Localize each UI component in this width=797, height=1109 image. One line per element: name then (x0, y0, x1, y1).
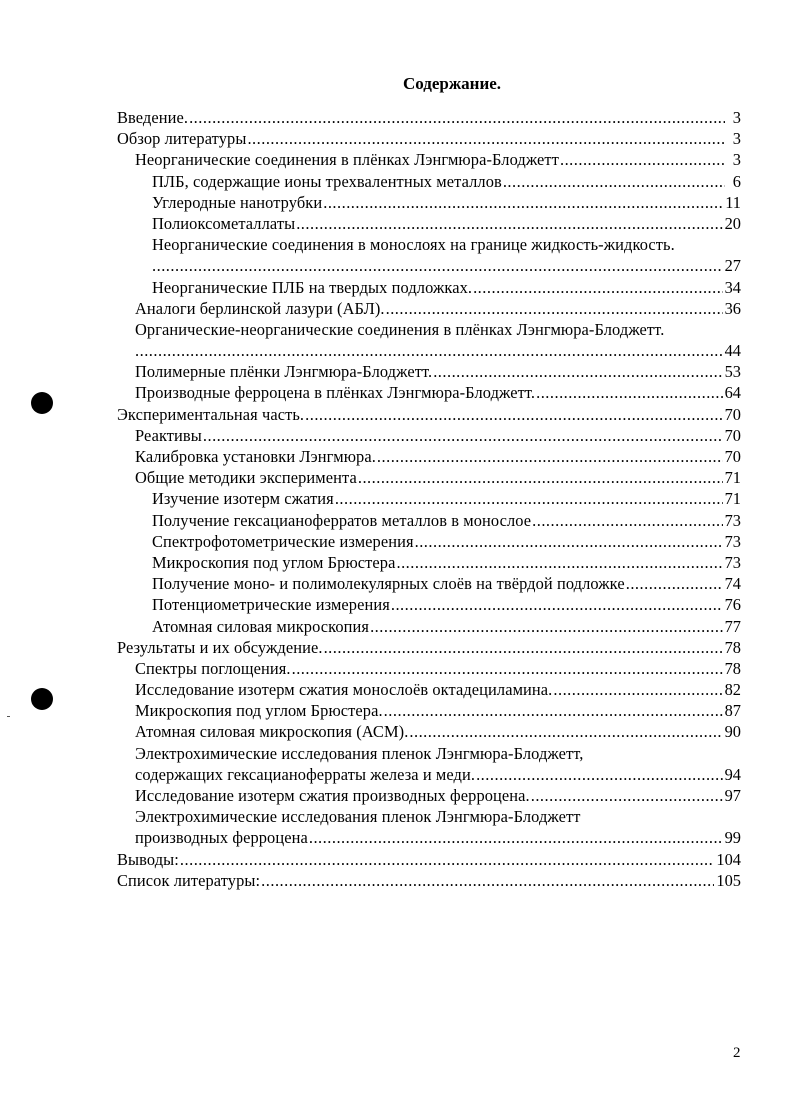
dot-leader (358, 467, 723, 488)
toc-entry-page: 36 (724, 298, 741, 318)
toc-entry-label: Атомная силовая микроскопия (152, 616, 370, 636)
toc-entry-page: 82 (724, 680, 741, 700)
toc-entry-references[interactable] (117, 870, 741, 891)
dot-leader (409, 721, 722, 742)
dot-leader (309, 827, 723, 848)
toc-entry-general-methods[interactable] (117, 467, 741, 488)
toc-entry-label: Атомная силовая микроскопия (АСМ). (135, 722, 409, 742)
toc-entry-label: Результаты и их обсуждение. (117, 637, 323, 657)
dot-leader (292, 658, 723, 679)
toc-entry-page: 20 (724, 213, 741, 233)
toc-entry-potentiometry[interactable] (117, 594, 741, 615)
dot-leader (626, 573, 723, 594)
toc-entry-page: 90 (724, 722, 741, 742)
toc-entry-label: Введение. (117, 108, 189, 127)
toc-entry-page: 97 (724, 786, 741, 805)
dot-leader (553, 679, 722, 700)
toc-entry-label: Реактивы (135, 425, 202, 445)
toc-entry-calibration[interactable] (117, 446, 741, 467)
dot-leader (324, 637, 723, 658)
toc-entry-introduction[interactable] (117, 107, 741, 128)
dot-leader (335, 488, 723, 509)
toc-entry-label: Общие методики эксперимента (135, 468, 357, 488)
toc-entry-polymer-films[interactable] (117, 361, 741, 382)
toc-entry-page: 77 (724, 616, 741, 636)
toc-entry-organic-inorganic[interactable] (117, 319, 741, 361)
toc-entry-label: Неорганические ПЛБ на твердых подложках. (152, 277, 473, 297)
toc-entry-solid-substrates[interactable] (117, 277, 741, 298)
toc-entry-page: 73 (724, 510, 741, 530)
toc-entry-page: 87 (724, 701, 741, 721)
punch-hole-mark (31, 688, 53, 710)
dot-leader (189, 107, 725, 128)
toc-entry-page: 105 (716, 870, 741, 890)
dot-leader (152, 255, 723, 276)
toc-entry-page: 11 (725, 192, 741, 212)
toc-entry-ferrocene-derivatives[interactable] (117, 382, 741, 403)
toc-entry-label: Изучение изотерм сжатия (152, 489, 334, 509)
toc-entry-label: Неорганические соединения в монослоях на границе жидкость-жидкость. (152, 235, 675, 255)
page-title: Содержание. (402, 74, 502, 93)
dot-leader (305, 404, 722, 425)
toc-entry-label: производных ферроцена (135, 828, 308, 848)
toc-entry-page: 73 (724, 552, 741, 572)
toc-entry-page: 94 (724, 764, 741, 784)
toc-entry-prussian-blue-analogues[interactable] (117, 298, 741, 319)
scan-speck (7, 716, 10, 717)
toc-entry-label: Список литературы: (117, 870, 261, 890)
toc-entry-label: Аналоги берлинской лазури (АБЛ). (135, 298, 385, 318)
toc-entry-isotherms-study[interactable] (117, 488, 741, 509)
toc-entry-page: 70 (724, 447, 741, 466)
toc-entry-page: 70 (724, 425, 741, 445)
toc-entry-afm-results[interactable] (117, 721, 741, 742)
toc-entry-page: 78 (724, 637, 741, 657)
toc-entry-nanotubes[interactable] (117, 192, 741, 213)
toc-entry-page: 71 (724, 468, 741, 488)
toc-entry-page: 76 (724, 595, 741, 615)
toc-entry-polyoxometalates[interactable] (117, 213, 741, 234)
toc-entry-page: 3 (732, 108, 741, 127)
punch-hole-mark (31, 392, 53, 414)
toc-entry-page: 78 (724, 658, 741, 678)
dot-leader (261, 870, 714, 891)
dot-leader (473, 277, 723, 298)
dot-leader (135, 340, 723, 361)
toc-entry-label: Калибровка установки Лэнгмюра. (135, 447, 376, 466)
toc-entry-absorption-spectra[interactable] (117, 658, 741, 679)
toc-entry-trivalent-metals[interactable] (117, 171, 741, 192)
toc-entry-label: Органические-неорганические соединения в плёнках Лэнгмюра-Блоджетт. (135, 319, 665, 339)
toc-entry-label: Полимерные плёнки Лэнгмюра-Блоджетт. (135, 362, 433, 382)
dot-leader (384, 700, 723, 721)
toc-entry-label: Микроскопия под углом Брюстера (152, 552, 396, 572)
dot-leader (415, 531, 723, 552)
dot-leader (296, 213, 722, 234)
dot-leader (396, 552, 722, 573)
toc-entry-page: 70 (724, 404, 741, 424)
toc-entry-afm-methods[interactable] (117, 616, 741, 637)
toc-entry-results[interactable] (117, 637, 741, 658)
toc-entry-label: Спектры поглощения. (135, 658, 291, 678)
toc-entry-label: Электрохимические исследования пленок Лэнгмюра-Блоджетт, (135, 743, 584, 763)
toc-entry-label: ПЛБ, содержащие ионы трехвалентных металлов (152, 171, 502, 191)
dot-leader (377, 446, 723, 467)
dot-leader (503, 171, 725, 192)
page-number: 2 (733, 1045, 741, 1061)
dot-leader (391, 594, 723, 615)
dot-leader (536, 382, 723, 403)
dot-leader (247, 128, 725, 149)
toc-entry-spectrophotometry[interactable] (117, 531, 741, 552)
dot-leader (476, 764, 723, 785)
toc-entry-experimental[interactable] (117, 404, 741, 425)
toc-entry-label: Углеродные нанотрубки (152, 192, 323, 212)
toc-entry-page: 44 (724, 341, 741, 361)
dot-leader (180, 849, 715, 870)
dot-leader (532, 510, 722, 531)
toc-entry-page: 27 (724, 256, 741, 276)
toc-entry-page: 3 (732, 150, 741, 170)
toc-entry-literature-review[interactable] (117, 128, 741, 149)
toc-entry-liquid-liquid-interface[interactable] (117, 234, 741, 276)
toc-entry-label: Получение гексацианоферратов металлов в монослое (152, 510, 532, 530)
toc-entry-ferrocene-isotherms[interactable] (117, 785, 741, 806)
toc-entry-electrochemistry-ferrocene[interactable] (117, 806, 741, 848)
toc-entry-page: 74 (724, 574, 741, 594)
toc-entry-page: 53 (724, 362, 741, 382)
toc-entry-label: Экспериментальная часть. (117, 404, 305, 424)
toc-entry-page: 99 (724, 828, 741, 848)
dot-leader (560, 149, 725, 170)
toc-entry-reagents[interactable] (117, 425, 741, 446)
toc-entry-octadecylamine-isotherms[interactable] (117, 679, 741, 700)
toc-entry-page: 73 (724, 531, 741, 551)
toc-entry-label: Микроскопия под углом Брюстера. (135, 701, 383, 721)
dot-leader (386, 298, 723, 319)
toc-entry-inorganic-compounds[interactable] (117, 149, 741, 170)
toc-entry-label: Полиоксометаллаты (152, 213, 296, 233)
toc-entry-label: Исследование изотерм сжатия монослоёв октадециламина. (135, 680, 553, 700)
toc-entry-page: 34 (724, 277, 741, 297)
toc-entry-label: Получение моно- и полимолекулярных слоёв на твёрдой подложке (152, 574, 625, 594)
dot-leader (203, 425, 723, 446)
toc-entry-label: Исследование изотерм сжатия производных ферроцена. (135, 786, 530, 805)
toc-entry-page: 71 (724, 489, 741, 509)
toc-entry-conclusions[interactable] (117, 849, 741, 870)
toc-entry-electrochemistry-hexacyanoferrates[interactable] (117, 743, 741, 785)
toc-entry-label: Электрохимические исследования пленок Лэнгмюра-Блоджетт (135, 807, 581, 827)
toc-entry-page: 104 (716, 849, 741, 869)
table-of-contents (117, 107, 741, 891)
toc-entry-brewster-microscopy-results[interactable] (117, 700, 741, 721)
toc-entry-hexacyanoferrates-preparation[interactable] (117, 510, 741, 531)
toc-entry-layers-on-substrate[interactable] (117, 573, 741, 594)
dot-leader (531, 785, 723, 806)
dot-leader (323, 192, 723, 213)
toc-entry-label: Производные ферроцена в плёнках Лэнгмюра-Блоджетт. (135, 383, 536, 403)
dot-leader (370, 616, 723, 637)
toc-entry-label: Выводы: (117, 849, 179, 869)
toc-entry-label: Потенциометрические измерения (152, 595, 390, 615)
toc-entry-label: Обзор литературы (117, 129, 247, 149)
toc-entry-label: Неорганические соединения в плёнках Лэнгмюра-Блоджетт (135, 150, 559, 170)
toc-entry-brewster-microscopy-methods[interactable] (117, 552, 741, 573)
toc-entry-page: 3 (732, 129, 741, 149)
toc-entry-page: 6 (732, 171, 741, 191)
toc-entry-label: Спектрофотометрические измерения (152, 531, 414, 551)
dot-leader (433, 361, 722, 382)
toc-entry-page: 64 (724, 383, 741, 403)
toc-entry-label: содержащих гексацианоферраты железа и меди. (135, 764, 476, 784)
